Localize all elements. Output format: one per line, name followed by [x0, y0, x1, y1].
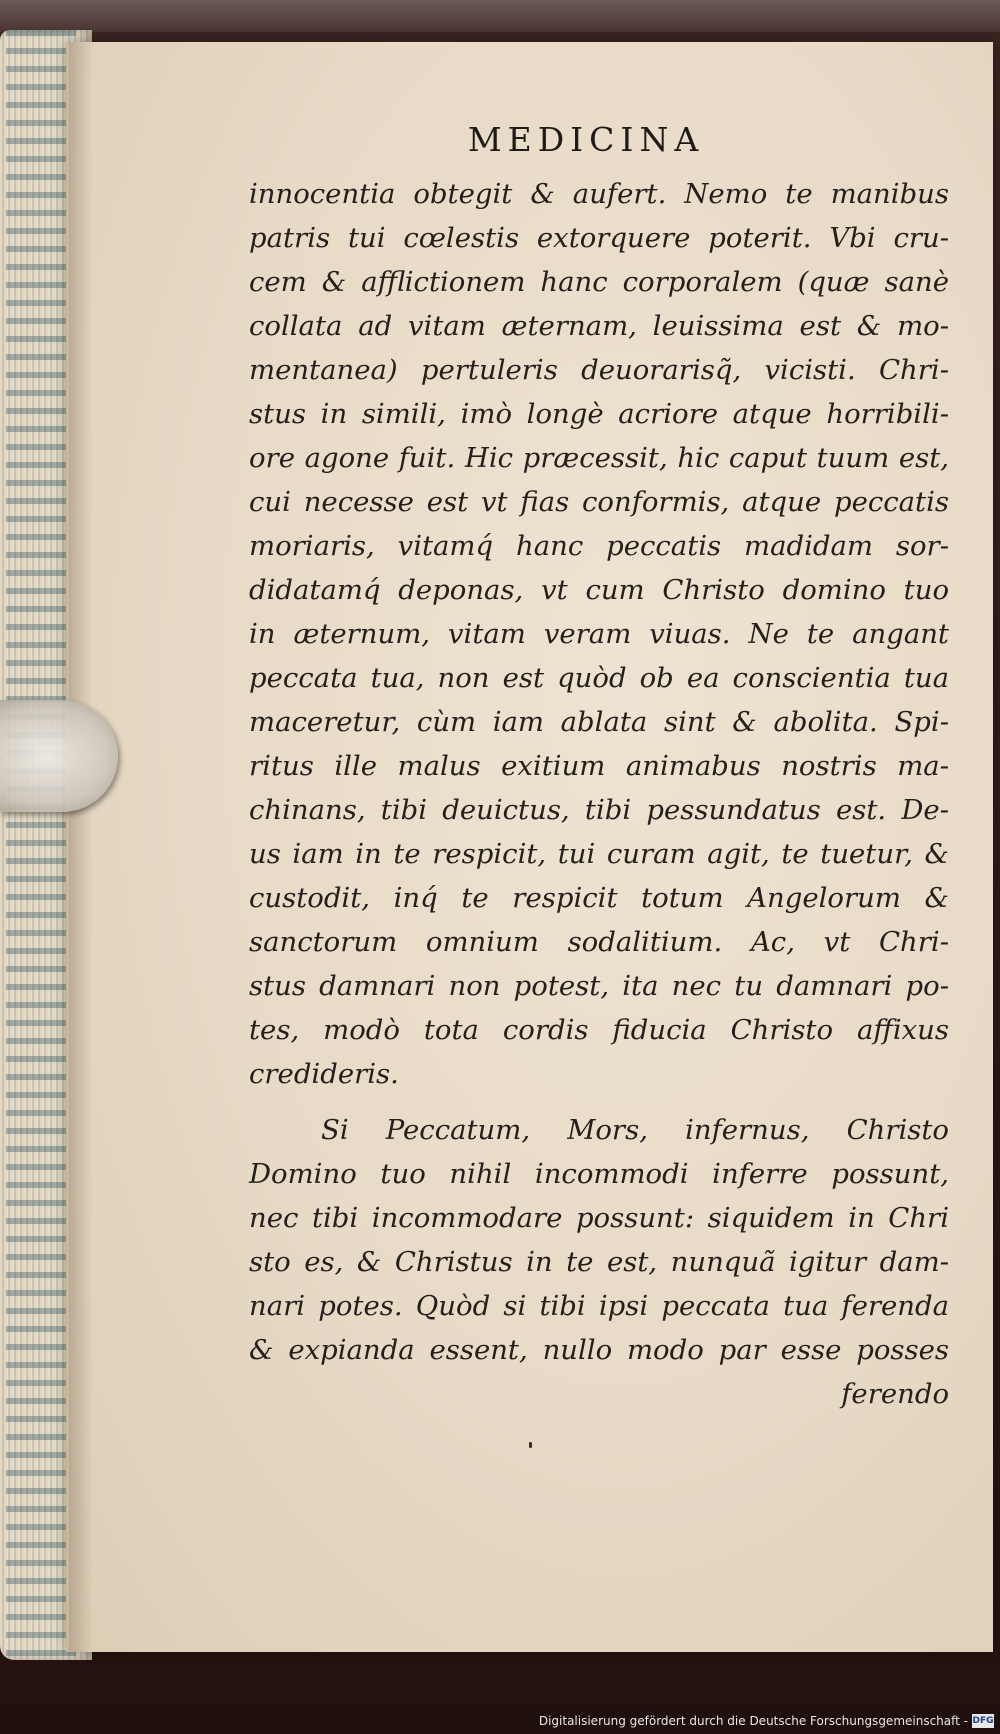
text-line: in æternum, vitam veram viuas. Ne te angant: [249, 618, 949, 650]
text-line: cui necesse est vt fias conformis, atque peccatis: [249, 486, 949, 518]
text-line: sto es, & Christus in te est, nunquã igitur dam-: [249, 1246, 949, 1278]
text-line: ritus ille malus exitium animabus nostris ma-: [249, 750, 949, 782]
text-line: us iam in te respicit, tui curam agit, te tuetur, &: [249, 838, 949, 870]
text-line: chinans, tibi deuictus, tibi pessundatus est. De-: [249, 794, 949, 826]
running-header: MEDICINA: [467, 120, 705, 159]
text-line: moriaris, vitamq́ hanc peccatis madidam sor-: [249, 530, 949, 562]
text-line: peccata tua, non est quòd ob ea conscientia tua: [249, 662, 949, 694]
text-line: stus in simili, imò longè acriore atque horribili-: [249, 398, 949, 430]
book-page: [66, 42, 993, 1652]
page-marker-tab: [0, 700, 118, 812]
text-line: nec tibi incommodare possunt: siquidem in Chri: [249, 1202, 949, 1234]
text-line: custodit, inq́ te respicit totum Angelorum &: [249, 882, 949, 914]
text-line: tes, modò tota cordis fiducia Christo affixus: [249, 1014, 949, 1046]
text-line: mentanea) pertuleris deuorarisq̃, vicisti. Chri-: [249, 354, 949, 386]
text-line: & expianda essent, nullo modo par esse posses: [249, 1334, 949, 1366]
text-line: sanctorum omnium sodalitium. Ac, vt Chri-: [249, 926, 949, 958]
paragraph-gap: [249, 1096, 949, 1108]
text-line: collata ad vitam æternam, leuissima est & mo-: [249, 310, 949, 342]
text-line: maceretur, cùm iam ablata sint & abolita. Spi-: [249, 706, 949, 738]
scan-top-edge: [0, 0, 1000, 32]
page-text-block: [249, 172, 949, 1416]
dfg-logo-icon: DFG: [972, 1716, 994, 1726]
text-line: stus damnari non potest, ita nec tu damnari po-: [249, 970, 949, 1002]
ink-speck: [529, 1442, 532, 1448]
text-line: Domino tuo nihil incommodi inferre possunt,: [249, 1158, 949, 1190]
text-line: credideris.: [249, 1058, 399, 1090]
text-line: patris tui cœlestis extorquere poterit. Vbi cru-: [249, 222, 949, 254]
text-line: ore agone fuit. Hic præcessit, hic caput tuum est,: [249, 442, 949, 474]
text-line: Si Peccatum, Mors, infernus, Christo: [321, 1114, 949, 1146]
funding-credit: Digitalisierung gefördert durch die Deutsche Forschungsgemeinschaft -: [538, 1714, 968, 1728]
text-line: nari potes. Quòd si tibi ipsi peccata tua ferenda: [249, 1290, 949, 1322]
text-line: didatamq́ deponas, vt cum Christo domino tuo: [249, 574, 949, 606]
digitization-footer: [0, 1704, 1000, 1734]
text-line: innocentia obtegit & aufert. Nemo te manibus: [249, 178, 949, 210]
catchword: ferendo: [841, 1378, 949, 1410]
text-line: cem & afflictionem hanc corporalem (quæ sanè: [249, 266, 949, 298]
